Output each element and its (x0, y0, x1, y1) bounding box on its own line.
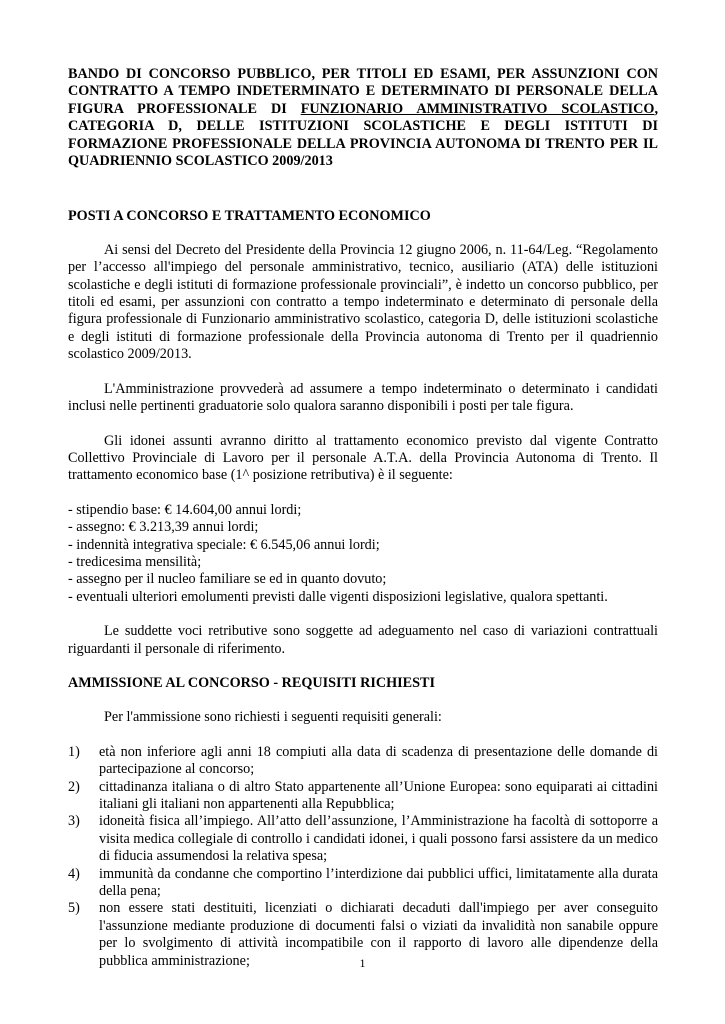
salary-list (68, 502, 658, 606)
title-underlined-role: FUNZIONARIO AMMINISTRATIVO SCOLASTICO (300, 100, 655, 117)
requirement-number: 3) (68, 813, 80, 830)
requirement-number: 2) (68, 778, 80, 795)
paragraph-adeguamento: Le suddette voci retributive sono soggette ad adeguamento nel caso di variazioni contrattuali riguardanti il personale di riferimento. (68, 623, 658, 657)
page-number: 1 (359, 956, 366, 970)
requirement-text: cittadinanza italiana o di altro Stato appartenente all’Unione Europea: sono equiparati ai cittadini italiani gli italiani non appartenenti alla Repubblica; (99, 778, 658, 812)
salary-item: - stipendio base: € 14.604,00 annui lordi; (68, 501, 302, 518)
salary-item: - assegno: € 3.213,39 annui lordi; (68, 519, 259, 536)
paragraph-requisiti-intro: Per l'ammissione sono richiesti i seguenti requisiti generali: (104, 709, 442, 726)
paragraph-trattamento: Gli idonei assunti avranno diritto al trattamento economico previsto dal vigente Contratto Collettivo Provinciale di Lavoro per il personale A.T.A. della Provincia Autonoma di Trento. Il trattamento economico base (1^ posizione retributiva) è il seguente: (68, 432, 658, 484)
paragraph-decreto: Ai sensi del Decreto del Presidente della Provincia 12 giugno 2006, n. 11-64/Leg. “Regolamento per l’accesso all'impiego del personale amministrativo, tecnico, ausiliario (ATA) delle istituzioni scolastiche e degli istituti di formazione professionale provinciali”, è indetto un concorso pubblico, per titoli ed esami, per assunzioni con contratto a tempo indeterminato e determinato di personale della figura professionale di Funzionario amministrativo scolastico, categoria D, delle istituzioni scolastiche e degli istituti di formazione professionale della Provincia autonoma di Trento per il quadriennio scolastico 2009/2013. (68, 241, 658, 363)
salary-item: - assegno per il nucleo familiare se ed in quanto dovuto; (68, 571, 387, 588)
document-title (68, 66, 658, 170)
requirement-item (68, 813, 658, 865)
requirement-number: 5) (68, 900, 80, 917)
requirement-item (68, 779, 658, 814)
salary-item: - indennità integrativa speciale: € 6.545,06 annui lordi; (68, 536, 380, 553)
requirement-item (68, 744, 658, 779)
requirement-text: immunità da condanne che comportino l’interdizione dai pubblici uffici, limitatamente alla durata della pena; (99, 865, 658, 900)
salary-item: - tredicesima mensilità; (68, 553, 202, 570)
section-heading-ammissione: AMMISSIONE AL CONCORSO - REQUISITI RICHIESTI (68, 674, 435, 691)
salary-item: - eventuali ulteriori emolumenti previsti dalle vigenti disposizioni legislative, qualora spettanti. (68, 588, 608, 605)
requirement-item (68, 866, 658, 901)
requirement-text: età non inferiore agli anni 18 compiuti alla data di scadenza di presentazione delle domande di partecipazione al concorso; (99, 743, 658, 778)
requirement-text: idoneità fisica all’impiego. All’atto dell’assunzione, l’Amministrazione ha facoltà di sottoporre a visita medica collegiale di controllo i candidati idonei, i quali possono farsi assistere da un medico di fiducia assumendosi la relativa spesa; (99, 813, 658, 865)
title-text-end: , CATEGORIA D, DELLE ISTITUZIONI SCOLASTICHE E DEGLI ISTITUTI DI FORMAZIONE PROFESSIONALE DELLA PROVINCIA AUTONOMA DI TRENTO PER IL QUADRIENNIO SCOLASTICO 2009/2013 (68, 100, 659, 170)
requirements-list (68, 744, 658, 970)
section-heading-posti: POSTI A CONCORSO E TRATTAMENTO ECONOMICO (68, 208, 431, 225)
requirement-text: non essere stati destituiti, licenziati o dichiarati decaduti dall'impiego per aver conseguito l'assunzione mediante produzione di documenti falsi o viziati da invalidità non sanabile oppure per lo svolgimento di attività incompatibile con il rapporto di lavoro alle dipendenze della pubblica amministrazione; (99, 900, 658, 969)
requirement-number: 4) (68, 865, 80, 882)
requirement-number: 1) (68, 743, 80, 760)
paragraph-amministrazione: L'Amministrazione provvederà ad assumere a tempo indeterminato o determinato i candidati inclusi nelle pertinenti graduatorie solo qualora saranno disponibili i posti per tale figura. (68, 380, 658, 415)
document-page (68, 66, 658, 970)
title-text-start: BANDO DI CONCORSO PUBBLICO, PER TITOLI ED ESAMI, PER ASSUNZIONI CON CONTRATTO A TEMPO INDETERMINATO E DETERMINATO DI PERSONALE DELLA FIGURA PROFESSIONALE DI (68, 66, 658, 117)
